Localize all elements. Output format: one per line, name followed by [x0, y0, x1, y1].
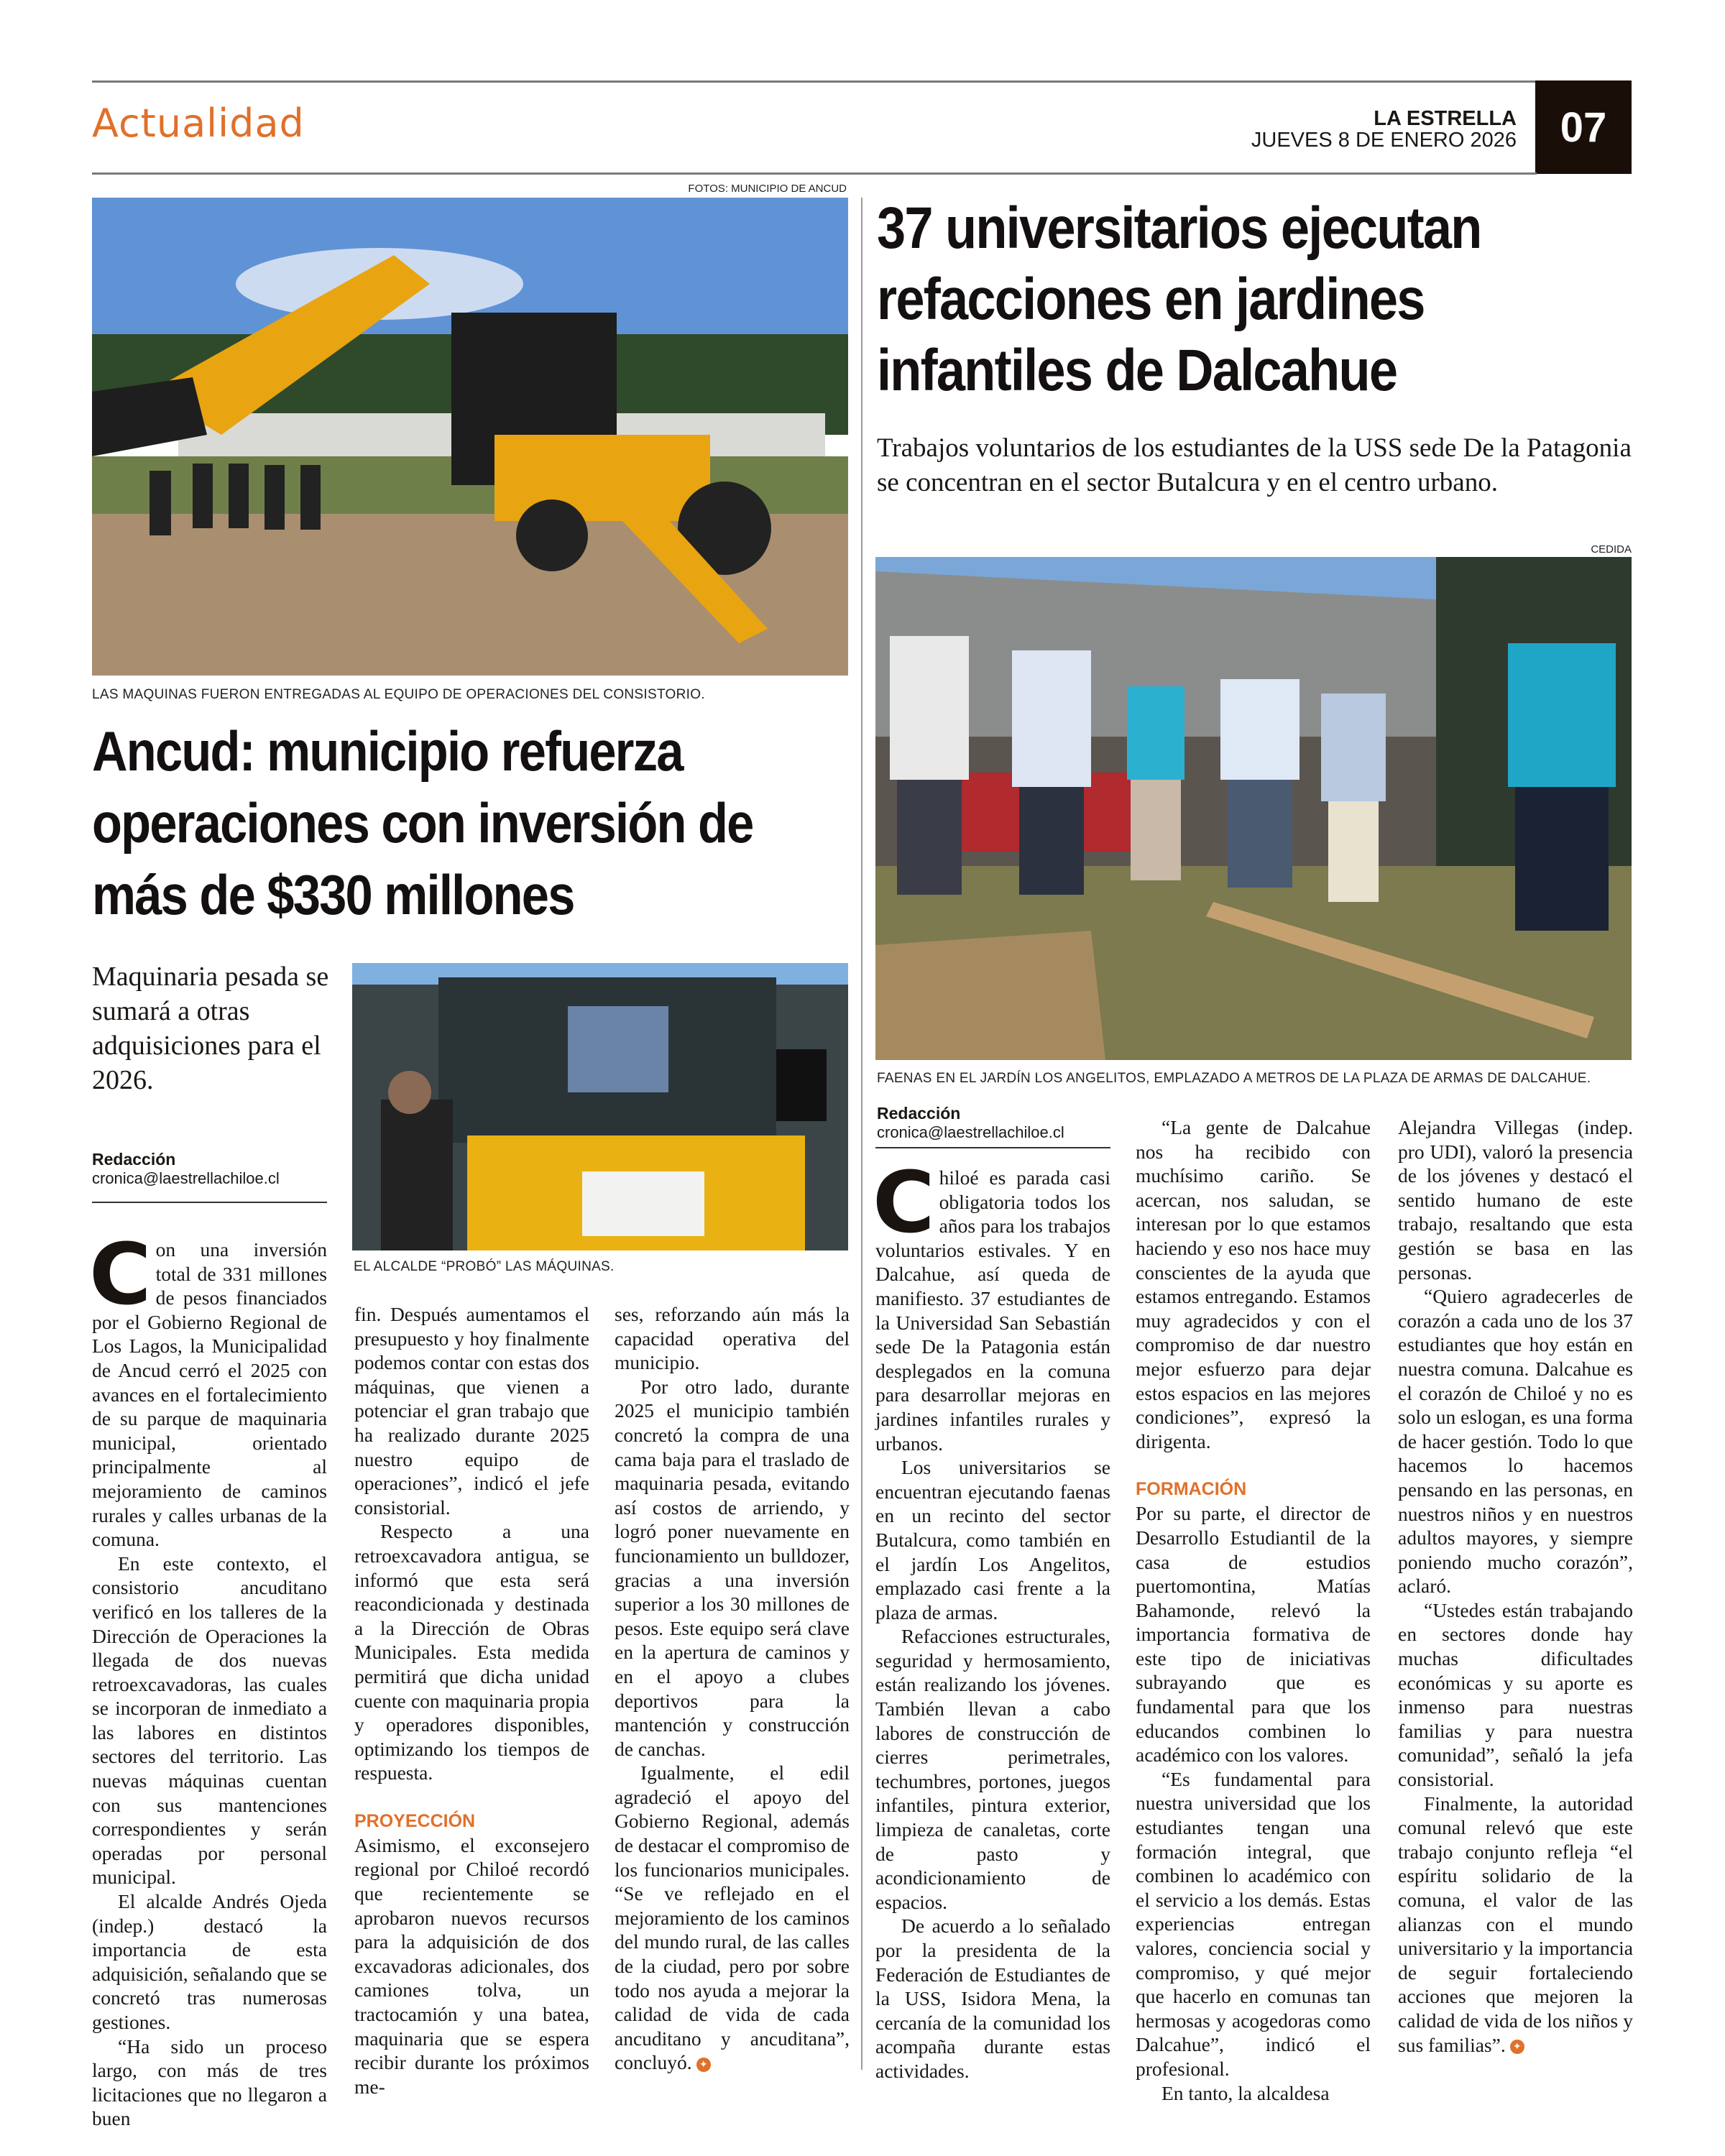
paragraph — [615, 1375, 850, 1761]
paragraph-text: Los universitarios se encuentran ejecutando faenas en un recinto del sector Butalcura, como también en el jardín Los Angelitos, emplazado casi frente a la plaza de armas. — [875, 1456, 1110, 1623]
photo-credit: CEDIDA — [1591, 543, 1632, 556]
byline-rule — [875, 1147, 1110, 1148]
paragraph-text: hiloé es parada casi obligatoria todos los años para los trabajos voluntarios estivales. Y en Dalcahue, así queda de manifiesto. 37 estudiantes de la Universidad San Sebastián sede De la Patagonia están desplegados en la comuna para desarrollar mejoras en jardines infantiles rurales y urbanos. — [875, 1166, 1110, 1455]
section-title: Actualidad — [92, 101, 305, 146]
paragraph — [615, 1761, 850, 2075]
mayor-photo — [352, 963, 848, 1250]
byline-author: Redacción — [92, 1150, 176, 1169]
subsection-heading: PROYECCIÓN — [354, 1810, 476, 1831]
paragraph — [875, 1914, 1110, 2083]
photo-caption: LAS MAQUINAS FUERON ENTREGADAS AL EQUIPO DE OPERACIONES DEL CONSISTORIO. — [92, 687, 705, 702]
paragraph-text: De acuerdo a lo señalado por la presidenta de la Federación de Estudiantes de la USS, Isidora Mena, la cercanía de la comunidad los acompaña durante estas actividades. — [875, 1915, 1110, 2082]
article-subhead: Maquinaria pesada se sumará a otras adquisiciones para el 2026. — [92, 962, 329, 1095]
photo-caption: FAENAS EN EL JARDÍN LOS ANGELITOS, EMPLAZADO A METROS DE LA PLAZA DE ARMAS DE DALCAHUE. — [877, 1071, 1591, 1086]
paragraph — [1398, 1284, 1633, 1598]
paragraph-text: Finalmente, la autoridad comunal relevó que este trabajo conjunto refleja “el espíritu solidario de la comuna, el valor de las alianzas con el mundo universitario y la importancia de seguir fortaleciendo acciones que mejoren la calidad de vida de los niños y sus familias”. — [1398, 1792, 1633, 2056]
paragraph — [1398, 1792, 1633, 2058]
paragraph — [89, 1225, 327, 1552]
paragraph-text: fin. Después aumentamos el presupuesto y hoy finalmente podemos contar con estas dos máquinas, que vienen a potenciar el gran trabajo que ha realizado durante 2025 nuestro equipo de operaciones”, indicó el jefe consistorial. — [354, 1303, 589, 1519]
header-top-rule — [92, 80, 1537, 83]
drop-cap: C — [89, 1225, 152, 1324]
article-column — [89, 1225, 327, 2131]
paragraph — [92, 1889, 327, 2035]
paragraph-text: Por su parte, el director de Desarrollo Estudiantil de la casa de estudios puertomontina, Matías Bahamonde, relevó la importancia formativa de este tipo de iniciativas subrayando que es fundamental para que los educandos combinen lo académico con los valores. — [1136, 1502, 1371, 1766]
end-star-icon: ✦ — [696, 2058, 711, 2072]
byline-author: Redacción — [877, 1104, 961, 1123]
byline-email[interactable]: cronica@laestrellachiloe.cl — [877, 1123, 1064, 1141]
backhoe-photo — [92, 198, 848, 676]
article-column — [1136, 1115, 1371, 2105]
paragraph — [875, 1624, 1110, 1914]
paragraph — [92, 2035, 327, 2131]
paragraph — [92, 1552, 327, 1889]
paragraph-text: “Ustedes están trabajando en sectores donde hay muchas dificultades económicas y su aporte es inmenso para nuestras familias y para nuestra comunidad”, señaló la jefa consistorial. — [1398, 1598, 1633, 1791]
photo-caption: EL ALCALDE “PROBÓ” LAS MÁQUINAS. — [354, 1259, 615, 1274]
paragraph-text: Alejandra Villegas (indep. pro UDI), valoró la presencia de los jóvenes y destacó el sentido humano de este trabajo, resaltando que esta gestión se basa en las personas. — [1398, 1116, 1633, 1284]
paragraph — [875, 1455, 1110, 1624]
paragraph — [1136, 2081, 1371, 2106]
paragraph — [1136, 1767, 1371, 2081]
header-bottom-rule — [92, 172, 1537, 175]
paragraph-text: Respecto a una retroexcavadora antigua, se informó que esta será reacondicionada y destinada a la Dirección de Obras Municipales. Esta medida permitirá que dicha unidad cuente con maquinaria propia y operadores disponibles, optimizando los tiempos de respuesta. — [354, 1520, 589, 1784]
subsection-heading: FORMACIÓN — [1136, 1479, 1247, 1500]
paragraph — [1398, 1598, 1633, 1792]
byline — [877, 1104, 1064, 1142]
article-subhead: Trabajos voluntarios de los estudiantes de la USS sede De la Patagonia se concentran en el sector Butalcura y en el centro urbano. — [877, 433, 1632, 497]
paragraph-text: Igualmente, el edil agradeció el apoyo del Gobierno Regional, además de destacar el compromiso de los funcionarios municipales. “Se ve reflejado en el mejoramiento de los caminos del mundo rural, de las calles de la ciudad, pero por sobre todo nos ayuda a mejorar la calidad de vida de cada ancuditano y ancuditana”, concluyó. — [615, 1761, 850, 2074]
paragraph — [1398, 1115, 1633, 1284]
paragraph-text: Por otro lado, durante 2025 el municipio también concretó la compra de una cama baja para el traslado de maquinaria pesada, evitando así costos de arriendo, y logró poner nuevamente en funcionamiento un bulldozer, gracias a una inversión superior a los 30 millones de pesos. Este equipo será clave en la apertura de caminos y en el apoyo a clubes deportivos para la mantención y construcción de canchas. — [615, 1375, 850, 1760]
byline — [92, 1150, 280, 1188]
article-headline: 37 universitarios ejecutan refacciones en jardines infantiles de Dalcahue — [877, 195, 1481, 403]
article-column — [1398, 1115, 1633, 2057]
paragraph — [354, 1302, 589, 1519]
paper-name: LA ESTRELLA — [1374, 107, 1517, 130]
article-headline: Ancud: municipio refuerza operaciones con inversión de más de $330 millones — [92, 719, 753, 926]
paragraph-text: “La gente de Dalcahue nos ha recibido con muchísimo cariño. Se acercan, nos saludan, se interesan por lo que estamos haciendo y eso nos hace muy conscientes de la ayuda que estamos entregando. Estamos muy agradecidos y con el compromiso de dar nuestro mejor esfuerzo para dejar estos espacios en las mejores condiciones”, expresó la dirigenta. — [1136, 1116, 1371, 1452]
byline-rule — [92, 1202, 327, 1203]
drop-cap: C — [873, 1153, 935, 1252]
paragraph-text: En tanto, la alcaldesa — [1162, 2081, 1330, 2104]
paragraph — [1136, 1115, 1371, 1453]
paragraph-text: “Es fundamental para nuestra universidad que los estudiantes tengan una formación integral, que combinen lo académico con el servicio a los demás. Estas experiencias entregan valores, conciencia social y compromiso, y qué mejor que hacerlo en comunas tan hermosas y acogedoras como Dalcahue”, indicó el profesional. — [1136, 1767, 1371, 2080]
byline-email[interactable]: cronica@laestrellachiloe.cl — [92, 1169, 280, 1187]
article-column — [873, 1153, 1110, 2083]
paragraph-text: “Ha sido un proceso largo, con más de tres licitaciones que no llegaron a buen — [92, 2035, 327, 2130]
paragraph-text: “Quiero agradecerles de corazón a cada uno de los 37 estudiantes que hoy están en nuestra comuna. Dalcahue es el corazón de Chiloé y no es solo un eslogan, es una forma de hacer gestión. Todo lo que hacemos lo hacemos pensando en las personas, en nuestros niños y en nuestros adultos mayores, y siempre poniendo mucho corazón”, aclaró. — [1398, 1285, 1633, 1598]
page-number: 07 — [1535, 80, 1632, 174]
paragraph — [873, 1153, 1110, 1455]
paragraph — [1136, 1501, 1371, 1767]
paragraph-text: El alcalde Andrés Ojeda (indep.) destacó la importancia de esta adquisición, señalando que se concretó tras numerosas gestiones. — [92, 1890, 327, 2033]
paragraph-text: Refacciones estructurales, seguridad y hermosamiento, están realizando los jóvenes. También llevan a cabo labores de construcción de cierres perimetrales, techumbres, portones, juegos infantiles, pintura exterior, limpieza de canaletas, corte de pasto y acondicionamiento de espacios. — [875, 1625, 1110, 1913]
article-column — [354, 1302, 589, 2099]
paragraph-text: Asimismo, el exconsejero regional por Chiloé recordó que recientemente se aprobaron nuevos recursos para la adquisición de dos excavadoras adicionales, dos camiones tolva, un tractocamión y una batea, maquinaria que se espera recibir durante los próximos me- — [354, 1833, 589, 2098]
photo-credit: FOTOS: MUNICIPIO DE ANCUD — [688, 183, 847, 195]
paragraph — [615, 1302, 850, 1375]
paragraph-text: ses, reforzando aún más la capacidad operativa del municipio. — [615, 1303, 850, 1374]
issue-date: JUEVES 8 DE ENERO 2026 — [1251, 129, 1517, 152]
paragraph-text: on una inversión total de 331 millones de pesos financiados por el Gobierno Regional de Los Lagos, la Municipalidad de Ancud cerró el 2025 con avances en el fortalecimiento de su parque de maquinaria municipal, orientado principalmente al mejoramiento de caminos rurales y calles urbanas de la comuna. — [92, 1238, 327, 1551]
column-divider — [861, 198, 862, 2070]
volunteers-photo — [875, 557, 1632, 1060]
end-star-icon: ✦ — [1510, 2040, 1524, 2054]
paragraph — [354, 1519, 589, 1785]
paragraph-text: En este contexto, el consistorio ancuditano verificó en los talleres de la Dirección de Operaciones la llegada de dos nuevas retroexcavadoras, las cuales se incorporan de inmediato a las labores en distintos sectores del territorio. Las nuevas máquinas cuentan con sus mantenciones correspondientes y serán operadas por personal municipal. — [92, 1552, 327, 1889]
article-column — [615, 1302, 850, 2075]
masthead — [1251, 108, 1517, 151]
paragraph — [354, 1833, 589, 2099]
